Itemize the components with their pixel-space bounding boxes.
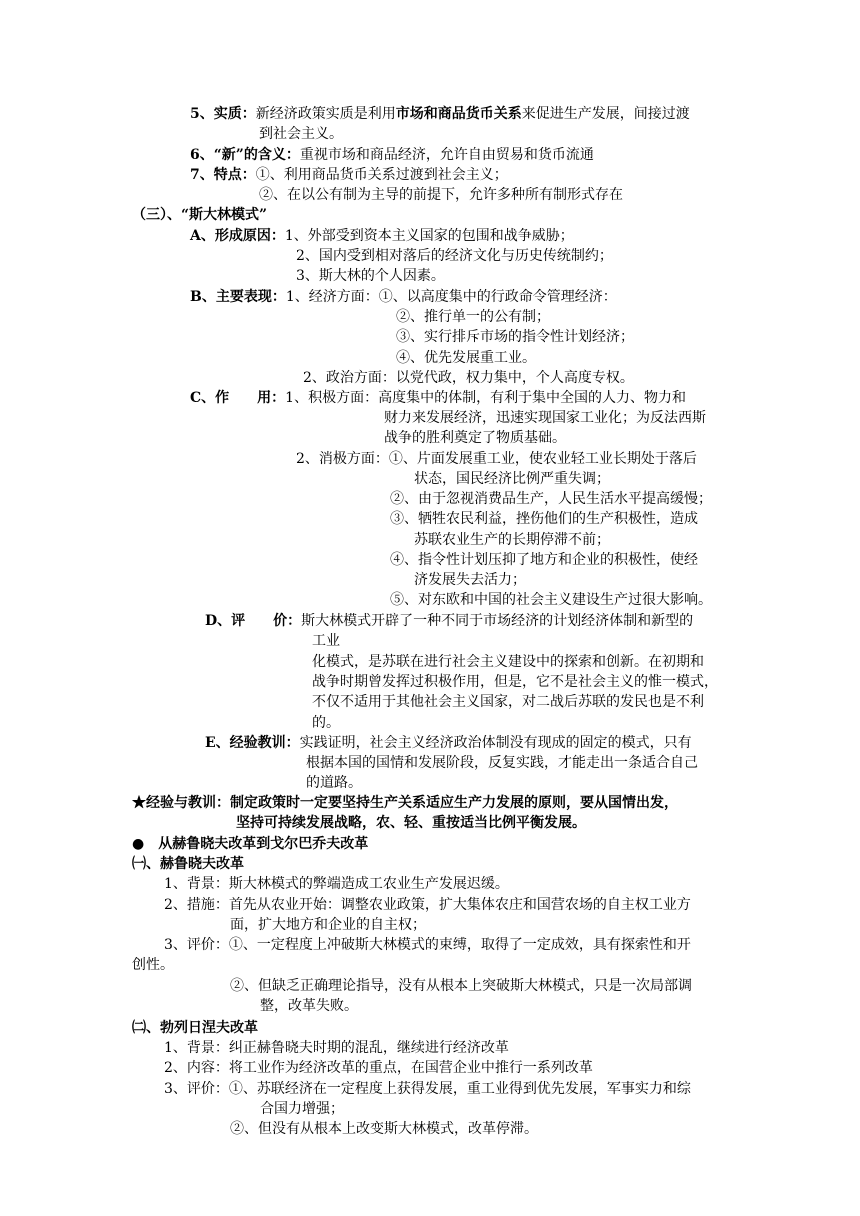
a-causes: A、形成原因：1、外部受到资本主义国家的包围和战争威胁；: [190, 228, 574, 244]
c-positive-2: 财力来发展经济，迅速实现国家工业化；为反法西斯: [384, 410, 706, 426]
c-negative-8: ⑤、对东欧和中国的社会主义建设生产过很大影响。: [390, 592, 712, 608]
c-negative-4: ③、牺牲农民利益，挫伤他们的生产积极性，造成: [390, 511, 698, 527]
d-line-2: 工业: [312, 633, 340, 649]
brezhnev-eval-1: 3、评价：①、苏联经济在一定程度上获得发展，重工业得到优先发展，军事实力和综: [164, 1081, 691, 1097]
brezhnev-eval-1-cont: 合国力增强；: [260, 1101, 344, 1117]
point-6-meaning: 6、“新”的含义：重视市场和商品经济，允许自由贸易和货币流通: [190, 147, 594, 163]
c-negative-7: 济发展失去活力；: [414, 572, 526, 588]
a-cause-3: 3、斯大林的个人因素。: [296, 268, 445, 284]
khrushchev-eval-1-cont: 创性。: [132, 957, 174, 973]
khrushchev-measures-cont: 面，扩大地方和企业的自主权；: [230, 917, 426, 933]
point-7-features: 7、特点：①、利用商品货币关系过渡到社会主义；: [190, 167, 508, 183]
lesson-line-2: 坚持可持续发展战略，农、轻、重按适当比例平衡发展。: [236, 815, 586, 831]
c-negative-3: ②、由于忽视消费品生产，人民生活水平提高缓慢；: [390, 491, 712, 507]
d-evaluation: D、评 价：斯大林模式开辟了一种不同于市场经济的计划经济体制和新型的: [205, 613, 694, 629]
point-5-essence: 5、实质：新经济政策实质是利用市场和商品货币关系来促进生产发展，间接过渡: [190, 106, 690, 122]
c-negative-2: 状态，国民经济比例严重失调；: [414, 471, 610, 487]
khrushchev-background: 1、背景：斯大林模式的弊端造成工农业生产发展迟缓。: [164, 876, 509, 892]
d-line-3: 化模式，是苏联在进行社会主义建设中的探索和创新。在初期和: [312, 654, 704, 670]
e-lessons: E、经验教训：实践证明，社会主义经济政治体制没有现成的固定的模式，只有: [205, 735, 692, 751]
e-line-2: 根据本国的国情和发展阶段，反复实践，才能走出一条适合自己: [306, 755, 698, 771]
brezhnev-eval-2: ②、但没有从根本上改变斯大林模式，改革停滞。: [230, 1121, 538, 1137]
khrushchev-measures: 2、措施：首先从农业开始：调整农业政策，扩大集体农庄和国营农场的自主权工业方: [164, 897, 691, 913]
point-5-cont: 到社会主义。: [259, 126, 343, 142]
khrushchev-heading: ㈠、赫鲁晓夫改革: [132, 856, 244, 872]
khrushchev-eval-2-cont: 整，改革失败。: [260, 998, 358, 1014]
c-negative-1: 2、消极方面：①、片面发展重工业，使农业轻工业长期处于落后: [296, 451, 697, 467]
c-negative-5: 苏联农业生产的长期停滞不前；: [414, 532, 610, 548]
b-item-2: ②、推行单一的公有制；: [396, 309, 550, 325]
b-manifestations: B、主要表现：1、经济方面：①、以高度集中的行政命令管理经济：: [190, 289, 617, 305]
c-effects: C、作 用：1、积极方面：高度集中的体制，有利于集中全国的人力、物力和: [190, 390, 687, 406]
d-line-5: 不仅不适用于其他社会主义国家，对二战后苏联的发民也是不利: [312, 694, 704, 710]
khrushchev-eval-1: 3、评价：①、一定程度上冲破斯大林模式的束缚，取得了一定成效，具有探索性和开: [164, 937, 691, 953]
brezhnev-background: 1、背景：纠正赫鲁晓夫时期的混乱，继续进行经济改革: [164, 1040, 509, 1056]
lesson-line-1: ★经验与教训：制定政策时一定要坚持生产关系适应生产力发展的原则，要从国情出发，: [132, 795, 678, 811]
point-7-item-2: ②、在以公有制为主导的前提下，允许多种所有制形式存在: [259, 187, 623, 203]
e-line-3: 的道路。: [306, 775, 362, 791]
c-positive-3: 战争的胜利奠定了物质基础。: [384, 430, 566, 446]
reform-section-title: ● 从赫鲁晓夫改革到戈尔巴乔夫改革: [132, 836, 369, 852]
brezhnev-heading: ㈡、勃列日涅夫改革: [132, 1020, 258, 1036]
b-politics: 2、政治方面：以党代政，权力集中，个人高度专权。: [303, 370, 634, 386]
a-cause-2: 2、国内受到相对落后的经济文化与历史传统制约；: [296, 248, 613, 264]
d-line-4: 战争时期曾发挥过积极作用，但是，它不是社会主义的惟一模式，: [312, 674, 718, 690]
b-item-4: ④、优先发展重工业。: [396, 350, 536, 366]
b-item-3: ③、实行排斥市场的指令性计划经济；: [396, 329, 634, 345]
c-negative-6: ④、指令性计划压抑了地方和企业的积极性，使经: [390, 552, 698, 568]
d-line-6: 的。: [312, 715, 340, 731]
khrushchev-eval-2: ②、但缺乏正确理论指导，没有从根本上突破斯大林模式，只是一次局部调: [230, 978, 692, 994]
section-3-heading: （三）、“斯大林模式”: [132, 207, 268, 223]
brezhnev-content: 2、内容：将工业作为经济改革的重点，在国营企业中推行一系列改革: [164, 1060, 593, 1076]
